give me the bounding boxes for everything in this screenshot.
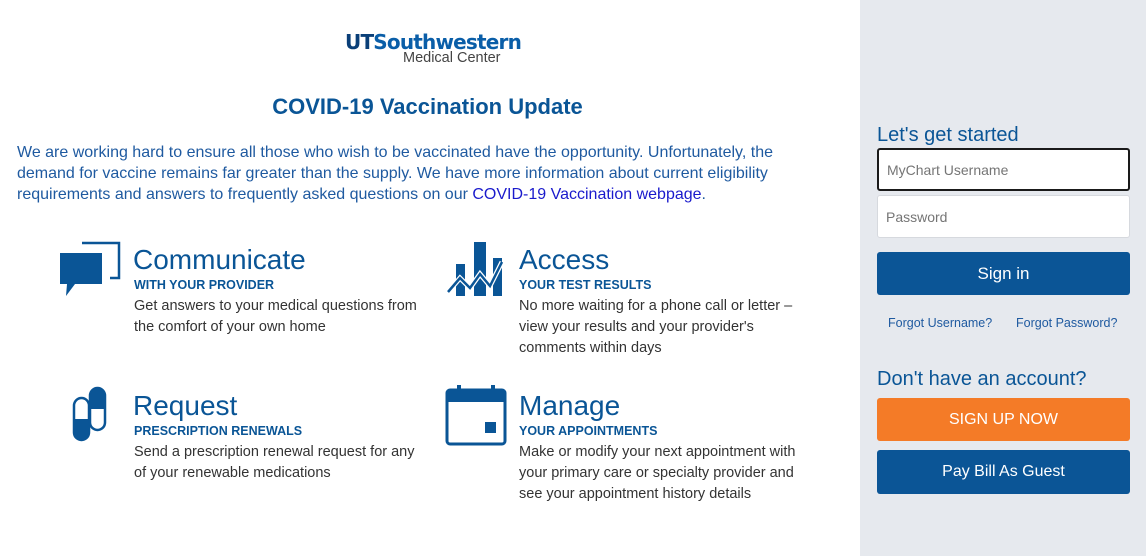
logo-text-medical-center: Medical Center	[403, 50, 501, 66]
access-description: No more waiting for a phone call or letter – view your results and your provider's comments within days	[519, 298, 793, 356]
ut-southwestern-logo	[345, 30, 522, 70]
manage-subtitle: YOUR APPOINTMENTS	[519, 424, 658, 438]
access-subtitle: YOUR TEST RESULTS	[519, 278, 652, 292]
pills-icon	[72, 386, 108, 444]
chat-bubbles-icon	[58, 240, 122, 298]
request-description: Send a prescription renewal request for any of your renewable medications	[134, 444, 415, 481]
forgot-username-link[interactable]: Forgot Username?	[888, 316, 993, 330]
logo-text-southwestern: Southwestern	[373, 30, 522, 54]
page-title: COVID-19 Vaccination Update	[272, 94, 583, 119]
covid-vaccination-link[interactable]: COVID-19 Vaccination webpage	[472, 186, 702, 203]
login-heading: Let's get started	[877, 124, 1019, 146]
request-subtitle: PRESCRIPTION RENEWALS	[134, 424, 303, 438]
manage-title: Manage	[519, 390, 621, 421]
manage-description: Make or modify your next appointment with your primary care or specialty provider and see your appointment history details	[519, 444, 796, 502]
communicate-subtitle: WITH YOUR PROVIDER	[134, 278, 275, 292]
signin-button[interactable]: Sign in	[877, 252, 1130, 295]
pay-bill-guest-button[interactable]: Pay Bill As Guest	[877, 450, 1130, 494]
intro-end: .	[701, 186, 706, 203]
calendar-icon	[445, 384, 507, 446]
forgot-password-link[interactable]: Forgot Password?	[1016, 316, 1118, 330]
signup-button[interactable]: SIGN UP NOW	[877, 398, 1130, 441]
communicate-title: Communicate	[133, 244, 306, 275]
intro-text: We are working hard to ensure all those who wish to be vaccinated have the opportunity. Unfortunately, the demand for vaccine remains far greater than the supply. We have more information about current eligibility requirements and answers to frequently asked questions on our	[17, 144, 773, 203]
access-title: Access	[519, 244, 610, 275]
communicate-description: Get answers to your medical questions from the comfort of your own home	[134, 298, 417, 335]
password-input[interactable]	[877, 195, 1130, 238]
bar-chart-icon	[446, 240, 506, 298]
username-input[interactable]	[877, 148, 1130, 191]
intro-paragraph	[17, 142, 817, 205]
request-title: Request	[133, 390, 238, 421]
logo-text-ut: UT	[345, 30, 374, 54]
no-account-heading: Don't have an account?	[877, 368, 1087, 390]
